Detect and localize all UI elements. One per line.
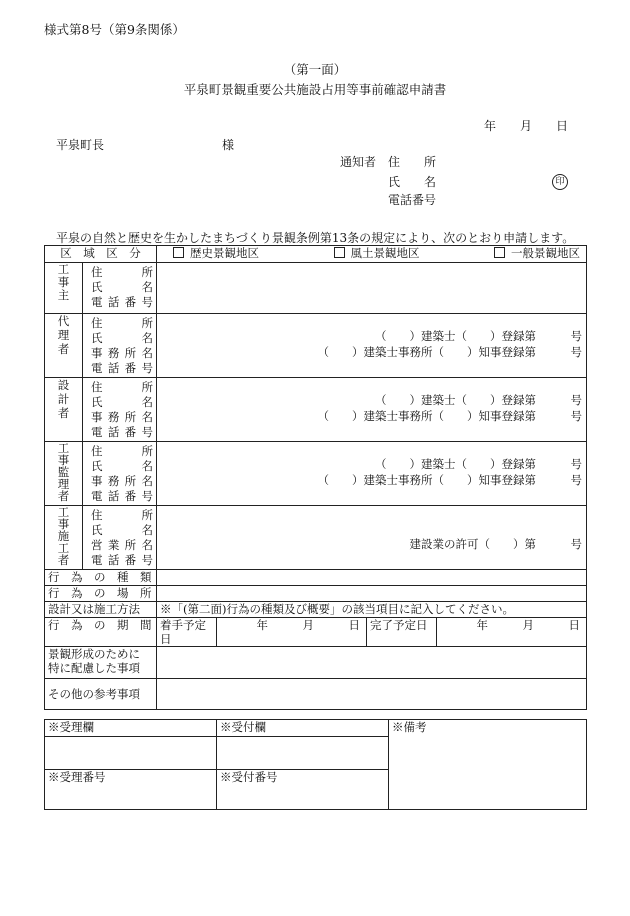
act-period-input[interactable] <box>157 618 587 647</box>
designer-reg-office: （ ）建築士事務所（ ）知事登録第 号 <box>317 409 582 423</box>
notifier-name-label: 氏 名 <box>388 175 437 189</box>
end-date-value[interactable]: 年 月 日 <box>476 618 580 632</box>
act-place-input[interactable] <box>157 586 587 602</box>
end-date-label: 完了予定日 <box>367 618 437 646</box>
form-number: 様式第8号（第9条関係） <box>44 22 185 37</box>
intro-text: 平泉の自然と歴史を生かしたまちづくり景観条例第13条の規定により、次のとおり申請します。 <box>56 231 575 245</box>
page-label: （第一面） <box>283 62 347 77</box>
supervisor-reg-office: （ ）建築士事務所（ ）知事登録第 号 <box>317 473 582 487</box>
section-title-owner: 工 事 主 <box>45 263 83 314</box>
agent-fields: 住 所 氏 名 事務所名 電話番号 <box>83 314 157 378</box>
other-notes-label: その他の参考事項 <box>45 679 157 710</box>
supervisor-fields: 住 所 氏 名 事務所名 電話番号 <box>83 442 157 506</box>
notifier-address-label: 住 所 <box>388 155 437 169</box>
office-use-table <box>44 719 587 810</box>
application-table <box>44 245 587 710</box>
date-month: 月 <box>520 119 533 133</box>
start-date-value[interactable]: 年 月 日 <box>217 618 367 646</box>
checkbox-icon <box>173 247 184 258</box>
notifier-phone-label: 電話番号 <box>388 193 437 207</box>
consideration-input[interactable] <box>157 647 587 679</box>
act-method-label: 設計又は施工方法 <box>45 602 157 618</box>
contractor-input[interactable] <box>157 506 587 570</box>
district-label: 区 域 区 分 <box>45 246 157 263</box>
agent-input[interactable] <box>157 314 587 378</box>
supervisor-input[interactable] <box>157 442 587 506</box>
accept-header: ※受付欄 <box>217 720 389 737</box>
act-period-label: 行 為 の 期 間 <box>45 618 157 647</box>
contractor-fields: 住 所 氏 名 営業所名 電話番号 <box>83 506 157 570</box>
owner-fields: 住 所 氏 名 電話番号 <box>83 263 157 314</box>
act-method-note: ※「(第二面)行為の種類及び概要」の該当項目に記入してください。 <box>157 602 587 618</box>
date-year: 年 <box>484 119 497 133</box>
contractor-license: 建設業の許可（ ）第 号 <box>409 537 582 551</box>
section-title-designer: 設 計 者 <box>45 378 83 442</box>
seal-mark: 印 <box>552 173 568 190</box>
consideration-label: 景観形成のために 特に配慮した事項 <box>45 647 157 679</box>
district-option-history[interactable]: 歴史景観地区 <box>173 246 259 260</box>
notifier-label: 通知者 <box>340 155 377 169</box>
district-options <box>157 246 587 263</box>
act-place-label: 行 為 の 場 所 <box>45 586 157 602</box>
start-date-label: 着手予定日 <box>157 618 217 646</box>
agent-reg-architect: （ ）建築士（ ）登録第 号 <box>375 329 582 343</box>
section-title-supervisor: 工 事 監 理 者 <box>45 442 83 506</box>
accept-box[interactable] <box>217 737 389 770</box>
designer-fields: 住 所 氏 名 事務所名 電話番号 <box>83 378 157 442</box>
act-type-input[interactable] <box>157 570 587 586</box>
section-title-agent: 代 理 者 <box>45 314 83 378</box>
date-day: 日 <box>556 119 569 133</box>
accept-number[interactable]: ※受付番号 <box>217 770 389 810</box>
receipt-header: ※受理欄 <box>45 720 217 737</box>
designer-input[interactable] <box>157 378 587 442</box>
addressee-honorific: 様 <box>222 138 235 152</box>
checkbox-icon <box>334 247 345 258</box>
addressee-name: 平泉町長 <box>56 138 105 152</box>
receipt-number[interactable]: ※受理番号 <box>45 770 217 810</box>
receipt-box[interactable] <box>45 737 217 770</box>
owner-input[interactable] <box>157 263 587 314</box>
remarks-cell[interactable] <box>389 720 587 810</box>
act-type-label: 行 為 の 種 類 <box>45 570 157 586</box>
page-title: 平泉町景観重要公共施設占用等事前確認申請書 <box>183 82 447 97</box>
supervisor-reg-architect: （ ）建築士（ ）登録第 号 <box>375 457 582 471</box>
checkbox-icon <box>494 247 505 258</box>
section-title-contractor: 工 事 施 工 者 <box>45 506 83 570</box>
agent-reg-office: （ ）建築士事務所（ ）知事登録第 号 <box>317 345 582 359</box>
district-option-general[interactable]: 一般景観地区 <box>494 246 580 260</box>
designer-reg-architect: （ ）建築士（ ）登録第 号 <box>375 393 582 407</box>
district-option-climate[interactable]: 風土景観地区 <box>334 246 420 260</box>
remarks-header: ※備考 <box>392 720 427 734</box>
other-notes-input[interactable] <box>157 679 587 710</box>
